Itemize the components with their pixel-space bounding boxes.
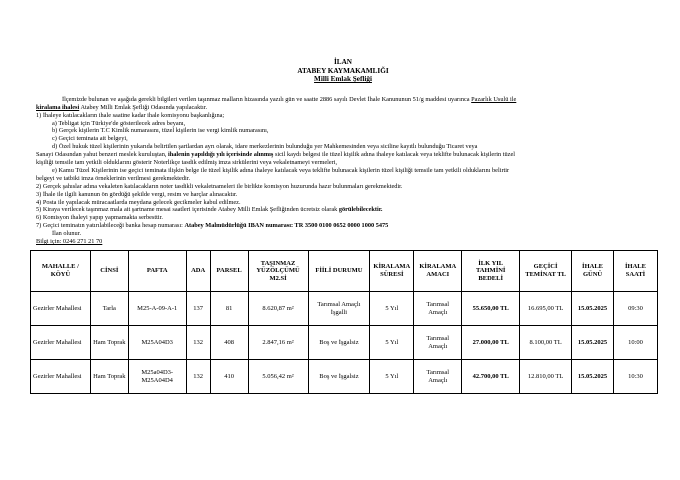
intro-text: İlçemizde bulunan ve aşağıda gerekli bilgileri verilen taşınmaz malların hizasında yazılı gün ve saatte 2886 sayılı Devlet İhale Kanununun 51/g maddesi uyarınca bbox=[62, 95, 470, 103]
column-header: PAFTA bbox=[128, 251, 186, 292]
column-header: GEÇİCİ TEMİNAT TL bbox=[520, 251, 572, 292]
table-cell: 5 Yıl bbox=[370, 326, 414, 360]
table-cell: 81 bbox=[210, 292, 248, 326]
column-header: KİRALAMA AMACI bbox=[414, 251, 462, 292]
item-7-text: 7) Geçici teminatın yatırılabileceği banka hesap numarası: bbox=[36, 222, 183, 230]
table-cell: 12.810,00 TL bbox=[520, 360, 572, 394]
table-cell: 55.650,00 TL bbox=[462, 292, 520, 326]
item-1e-cont: belgeyi ve tatbiki imza örneklerinin verilmesi gerekmektedir. bbox=[36, 174, 191, 182]
table-cell: Tarla bbox=[90, 292, 128, 326]
intro-method: Pazarlık Usulü ile bbox=[471, 95, 517, 103]
table-cell: 132 bbox=[186, 326, 210, 360]
column-header: İHALE GÜNÜ bbox=[572, 251, 614, 292]
table-cell: Tarımsal Amaçlı bbox=[414, 292, 462, 326]
item-1c: c) Geçici teminata ait belgeyi, bbox=[52, 135, 128, 143]
item-5-emphasis: görülebilecektir. bbox=[338, 206, 383, 214]
table-cell: Gezirler Mahallesi bbox=[31, 360, 91, 394]
item-1d-cont-2: kişiliği temsile tam yetkili olduklarını gösterir Noterlikçe tasdik edilmiş imza sirkülerini veya vekaletnameyi vermeleri, bbox=[36, 159, 338, 167]
table-cell: 09:30 bbox=[614, 292, 658, 326]
table-cell: 8.620,87 m² bbox=[248, 292, 308, 326]
column-header: FİİLİ DURUMU bbox=[308, 251, 370, 292]
column-header: TAŞINMAZ YÜZÖLÇÜMÜ M2.Sİ bbox=[248, 251, 308, 292]
property-table bbox=[30, 250, 658, 394]
column-header: ADA bbox=[186, 251, 210, 292]
table-cell: Boş ve İşgalsiz bbox=[308, 326, 370, 360]
table-cell: Tarımsal Amaçlı İşgalli bbox=[308, 292, 370, 326]
item-5-text: 5) Kiraya verilecek taşınmaz mala ait şartname mesai saatleri içerisinde Atabey Milli Emlak Şefliğinden ücretsiz olarak bbox=[36, 206, 338, 214]
item-1a: a) Tebligat için Türkiye'de gösterilecek adres beyanı, bbox=[52, 119, 186, 127]
table-cell: 2.847,16 m² bbox=[248, 326, 308, 360]
table-cell: 10:30 bbox=[614, 360, 658, 394]
item-6: 6) Komisyon ihaleyi yapıp yapmamakta serbesttir. bbox=[36, 214, 163, 222]
intro-tender-type: kiralama ihalesi bbox=[36, 103, 80, 111]
column-header: İHALE SAATİ bbox=[614, 251, 658, 292]
authority-name: ATABEY KAYMAKAMLIĞI bbox=[297, 66, 389, 75]
table-cell: 15.05.2025 bbox=[572, 292, 614, 326]
table-cell: M25a04D3-M25A04D4 bbox=[128, 360, 186, 394]
table-cell: 15.05.2025 bbox=[572, 360, 614, 394]
table-cell: Ham Toprak bbox=[90, 326, 128, 360]
notice-closing: İlan olunur. bbox=[52, 230, 82, 238]
item-7 bbox=[36, 222, 650, 230]
item-5 bbox=[36, 206, 650, 214]
table-cell: Tarımsal Amaçlı bbox=[414, 326, 462, 360]
iban-number: Atabey Malmüdürlüğü IBAN numarası: TR 3500 0100 0652 0000 1000 5475 bbox=[184, 222, 389, 230]
column-header: KİRALAMA SÜRESİ bbox=[370, 251, 414, 292]
table-cell: Ham Toprak bbox=[90, 360, 128, 394]
table-cell: 5 Yıl bbox=[370, 292, 414, 326]
item-1d-cont bbox=[36, 151, 650, 159]
table-cell: 5 Yıl bbox=[370, 360, 414, 394]
table-row bbox=[31, 360, 658, 394]
table-cell: Tarımsal Amaçlı bbox=[414, 360, 462, 394]
table-cell: 16.695,00 TL bbox=[520, 292, 572, 326]
item-3: 3) İhale ile ilgili kanunun ön gördüğü şekilde vergi, resim ve harçlar alınacaktır. bbox=[36, 190, 238, 198]
department-name: Milli Emlak Şefliği bbox=[314, 75, 372, 84]
table-cell: 42.700,00 TL bbox=[462, 360, 520, 394]
column-header: İLK YIL TAHMİNİ BEDELİ bbox=[462, 251, 520, 292]
table-row bbox=[31, 292, 658, 326]
table-cell: 27.000,00 TL bbox=[462, 326, 520, 360]
intro-paragraph bbox=[36, 96, 650, 104]
item-1d-emphasis: ihalenin yapıldığı yılı içerisinde alınmış bbox=[168, 151, 274, 159]
intro-paragraph-cont bbox=[36, 104, 650, 112]
table-cell: Boş ve İşgalsiz bbox=[308, 360, 370, 394]
item-4: 4) Posta ile yapılacak müracaatlarda meydana gelecek gecikmeler kabul edilmez. bbox=[36, 198, 241, 206]
table-cell: 132 bbox=[186, 360, 210, 394]
table-cell: 15.05.2025 bbox=[572, 326, 614, 360]
table-cell: 410 bbox=[210, 360, 248, 394]
item-1e: e) Kamu Tüzel Kişilerinin ise geçici teminata ilişkin belge ile tüzel kişilik adına ihaleye katılacak veya teklifte bulunacak kişilerin tüzel kişiliği temsile tam yetkili olduklarını belirtir bbox=[52, 166, 510, 174]
item-1d-text-2: sicil kaydı belgesi ile tüzel kişilik adına ihaleye katılacak veya teklifte bulunacak kişilerin tüzel bbox=[274, 151, 516, 159]
table-cell: M25-A-09-A-1 bbox=[128, 292, 186, 326]
item-1b: b) Gerçek kişilerin T.C Kimlik numarasını, tüzel kişilerin ise vergi kimlik numarasını, bbox=[52, 127, 269, 135]
column-header: PARSEL bbox=[210, 251, 248, 292]
intro-location: Atabey Milli Emlak Şefliği Odasında yapılacaktır. bbox=[80, 103, 208, 111]
table-row bbox=[31, 326, 658, 360]
table-header-row bbox=[31, 251, 658, 292]
table-cell: Gezirler Mahallesi bbox=[31, 292, 91, 326]
item-2: 2) Gerçek şahıslar adına vekaleten katılacakların noter tasdikli vekaletnameleri ile birlikte komisyon huzurunda hazır bulunmaları gerekmektedir. bbox=[36, 182, 403, 190]
table-cell: 5.056,42 m² bbox=[248, 360, 308, 394]
column-header: CİNSİ bbox=[90, 251, 128, 292]
document-title: İLAN bbox=[334, 58, 352, 66]
table-cell: 8.100,00 TL bbox=[520, 326, 572, 360]
table-cell: Gezirler Mahallesi bbox=[31, 326, 91, 360]
table-cell: 137 bbox=[186, 292, 210, 326]
document-header bbox=[36, 58, 650, 84]
item-1d: d) Özel hukuk tüzel kişilerinin yukarıda belirtilen şartlardan ayrı olarak, idare merkezlerinin bulunduğu yer Mahkemesinden veya siciline kayıtlı bulunduğu Ticaret veya bbox=[52, 143, 478, 151]
item-1: 1) İhaleye katılacakların ihale saatine kadar ihale komisyonu başkanlığına; bbox=[36, 111, 225, 119]
column-header: MAHALLE / KÖYÜ bbox=[31, 251, 91, 292]
announcement-body bbox=[36, 96, 650, 246]
table-cell: 10:00 bbox=[614, 326, 658, 360]
table-cell: 408 bbox=[210, 326, 248, 360]
table-cell: M25A04D3 bbox=[128, 326, 186, 360]
contact-phone: Bilgi için: 0246 271 21 70 bbox=[36, 238, 103, 246]
item-1d-text: Sanayi Odasından yahut benzeri meslek kuruluştan, bbox=[36, 151, 167, 159]
